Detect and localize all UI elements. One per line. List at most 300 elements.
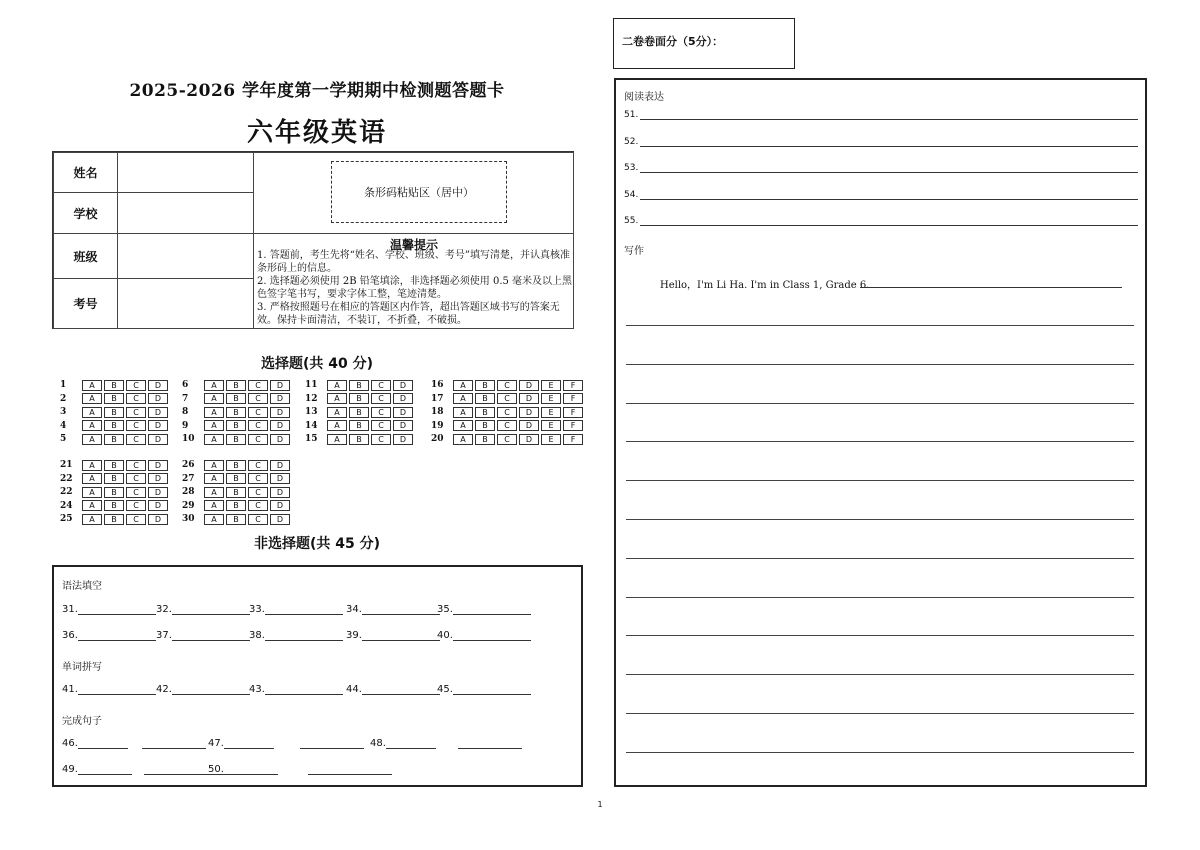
mcq-question-row	[305, 393, 415, 405]
option-bubble[interactable]: A	[453, 407, 473, 418]
blank-number: 37.	[156, 630, 172, 641]
mcq-question-row	[60, 393, 170, 405]
mcq-question-row	[60, 486, 170, 498]
blank-underline	[224, 739, 274, 749]
option-bubble[interactable]: D	[148, 487, 168, 498]
writing-line[interactable]	[626, 635, 1134, 636]
mcq-question-row	[182, 379, 292, 391]
option-bubble[interactable]: D	[393, 393, 413, 404]
name-field[interactable]	[117, 152, 254, 193]
answer-blank[interactable]	[62, 631, 156, 641]
option-bubble[interactable]: D	[148, 473, 168, 484]
tips-body	[257, 249, 573, 327]
option-bubble[interactable]: C	[126, 487, 146, 498]
answer-blank[interactable]	[346, 685, 440, 695]
blank-underline	[265, 631, 343, 641]
option-bubble[interactable]: D	[519, 420, 539, 431]
option-bubble[interactable]: D	[270, 460, 290, 471]
answer-blank[interactable]	[437, 631, 531, 641]
option-bubble[interactable]: D	[519, 393, 539, 404]
option-bubble[interactable]: D	[519, 380, 539, 391]
blank-number: 45.	[437, 684, 453, 695]
option-bubble[interactable]: B	[349, 434, 369, 445]
option-bubble[interactable]: C	[248, 380, 268, 391]
option-bubble[interactable]: B	[349, 420, 369, 431]
option-bubble[interactable]: C	[126, 460, 146, 471]
mcq-heading: 选择题(共 40 分)	[260, 356, 374, 372]
option-bubble[interactable]: A	[82, 407, 102, 418]
blank-number: 31.	[62, 604, 78, 615]
mcq-question-row	[60, 513, 170, 525]
option-bubble[interactable]: A	[327, 420, 347, 431]
blank-number: 34.	[346, 604, 362, 615]
mcq-question-row	[305, 433, 415, 445]
answer-blank[interactable]	[156, 685, 250, 695]
option-bubble[interactable]: C	[371, 434, 391, 445]
reading-answer-line[interactable]	[624, 214, 1138, 226]
blank-number: 47.	[208, 738, 224, 749]
option-bubble[interactable]: D	[270, 407, 290, 418]
option-bubble[interactable]: D	[148, 434, 168, 445]
blank-number: 39.	[346, 630, 362, 641]
answer-blank[interactable]	[156, 631, 250, 641]
mcq-question-row	[182, 486, 292, 498]
blank-number: 50.	[208, 764, 224, 775]
question-number: 6	[182, 380, 189, 390]
answer-blank[interactable]	[249, 685, 343, 695]
blank-underline	[362, 605, 440, 615]
option-bubble[interactable]: A	[204, 434, 224, 445]
answer-blank[interactable]	[62, 765, 132, 775]
option-bubble[interactable]: E	[541, 434, 561, 445]
mcq-question-row	[182, 459, 292, 471]
class-field[interactable]	[117, 233, 254, 279]
option-bubble[interactable]: A	[82, 514, 102, 525]
question-number: 17	[431, 393, 444, 404]
question-number: 10	[182, 434, 195, 444]
page-number: 1	[597, 800, 603, 809]
question-number: 14	[305, 420, 318, 431]
option-bubble[interactable]: D	[270, 393, 290, 404]
reading-underline	[640, 164, 1138, 173]
option-bubble[interactable]: D	[393, 380, 413, 391]
option-bubble[interactable]: B	[349, 407, 369, 418]
extra-blank-underline[interactable]	[142, 748, 206, 749]
blank-number: 44.	[346, 684, 362, 695]
option-bubble[interactable]: B	[226, 393, 246, 404]
tips-title: 温馨提示	[389, 238, 438, 252]
option-bubble[interactable]: C	[497, 434, 517, 445]
blank-underline	[362, 631, 440, 641]
mcq-question-row	[60, 420, 170, 432]
option-bubble[interactable]: D	[148, 420, 168, 431]
writing-line[interactable]	[626, 597, 1134, 598]
reading-answer-line[interactable]	[624, 161, 1138, 173]
blank-underline	[78, 605, 156, 615]
option-bubble[interactable]: C	[371, 393, 391, 404]
option-bubble[interactable]: C	[126, 500, 146, 511]
extra-blank-underline[interactable]	[458, 748, 522, 749]
blank-number: 41.	[62, 684, 78, 695]
option-bubble[interactable]: D	[270, 514, 290, 525]
option-bubble[interactable]: B	[226, 434, 246, 445]
mcq-question-row	[182, 513, 292, 525]
question-number: 24	[60, 500, 73, 511]
option-bubble[interactable]: B	[475, 393, 495, 404]
tip-item: 1. 答题前，考生先将“姓名、学校、班级、考号”填写清楚，并认真核准条形码上的信息。	[257, 250, 570, 274]
mcq-question-row	[431, 433, 585, 445]
blank-underline	[172, 605, 250, 615]
mcq-question-row	[182, 406, 292, 418]
non-choice-box	[52, 565, 583, 787]
question-number: 9	[182, 420, 189, 431]
writing-intro: Hello，I'm Li Ha. I'm in Class 1, Grade 6.	[660, 280, 870, 291]
reading-underline	[640, 111, 1138, 120]
option-bubble[interactable]: B	[475, 407, 495, 418]
blank-underline	[265, 685, 343, 695]
option-bubble[interactable]: A	[327, 407, 347, 418]
option-bubble[interactable]: A	[453, 380, 473, 391]
option-bubble[interactable]: D	[270, 380, 290, 391]
option-bubble[interactable]: B	[475, 434, 495, 445]
blank-underline	[362, 685, 440, 695]
option-bubble[interactable]: B	[104, 407, 124, 418]
reading-number: 52.	[624, 136, 639, 147]
question-number: 27	[182, 473, 195, 484]
writing-line[interactable]	[626, 713, 1134, 714]
writing-line[interactable]	[626, 364, 1134, 365]
question-number: 12	[305, 393, 318, 404]
question-number: 26	[182, 460, 195, 470]
option-bubble[interactable]: F	[563, 434, 583, 445]
option-bubble[interactable]: B	[104, 473, 124, 484]
question-number: 21	[60, 460, 73, 470]
option-bubble[interactable]: F	[563, 407, 583, 418]
option-bubble[interactable]: D	[148, 393, 168, 404]
option-bubble[interactable]: A	[82, 420, 102, 431]
option-bubble[interactable]: A	[82, 487, 102, 498]
option-bubble[interactable]: C	[248, 393, 268, 404]
question-number: 22	[60, 473, 73, 484]
option-bubble[interactable]: A	[82, 434, 102, 445]
option-bubble[interactable]: D	[519, 434, 539, 445]
extra-blank-underline[interactable]	[300, 748, 364, 749]
option-bubble[interactable]: A	[82, 500, 102, 511]
name-label: 姓名	[53, 152, 118, 193]
reading-number: 51.	[624, 110, 639, 120]
option-bubble[interactable]: C	[248, 500, 268, 511]
blank-number: 36.	[62, 630, 78, 641]
option-bubble[interactable]: B	[226, 460, 246, 471]
option-bubble[interactable]: B	[226, 473, 246, 484]
mcq-question-row	[182, 433, 292, 445]
option-bubble[interactable]: A	[453, 393, 473, 404]
extra-blank-underline[interactable]	[308, 774, 392, 775]
option-bubble[interactable]: C	[248, 514, 268, 525]
option-bubble[interactable]: C	[497, 407, 517, 418]
option-bubble[interactable]: B	[226, 500, 246, 511]
option-bubble[interactable]: B	[475, 380, 495, 391]
option-bubble[interactable]: B	[104, 434, 124, 445]
writing-line[interactable]	[626, 674, 1134, 675]
option-bubble[interactable]: C	[371, 380, 391, 391]
reading-number: 55.	[624, 216, 639, 226]
option-bubble[interactable]: A	[204, 514, 224, 525]
writing-line[interactable]	[626, 441, 1134, 442]
reading-number: 54.	[624, 189, 639, 200]
mcq-question-row	[60, 406, 170, 418]
writing-line[interactable]	[626, 325, 1134, 326]
option-bubble[interactable]: D	[519, 407, 539, 418]
option-bubble[interactable]: C	[371, 420, 391, 431]
writing-line[interactable]	[626, 519, 1134, 520]
mcq-question-row	[305, 379, 415, 391]
grammar-label: 语法填空	[62, 581, 102, 592]
option-bubble[interactable]: D	[148, 500, 168, 511]
option-bubble[interactable]: B	[226, 487, 246, 498]
question-number: 28	[182, 487, 195, 497]
option-bubble[interactable]: A	[453, 420, 473, 431]
question-number: 16	[431, 380, 444, 390]
option-bubble[interactable]: A	[204, 460, 224, 471]
option-bubble[interactable]: C	[248, 487, 268, 498]
blank-underline	[172, 631, 250, 641]
answer-box-right	[614, 78, 1147, 787]
option-bubble[interactable]: C	[126, 380, 146, 391]
question-number: 4	[60, 420, 67, 431]
option-bubble[interactable]: A	[82, 380, 102, 391]
option-bubble[interactable]: A	[204, 473, 224, 484]
spelling-label: 单词拼写	[62, 662, 102, 673]
option-bubble[interactable]: D	[148, 460, 168, 471]
blank-underline	[453, 685, 531, 695]
option-bubble[interactable]: C	[248, 473, 268, 484]
school-field[interactable]	[117, 192, 254, 234]
option-bubble[interactable]: B	[104, 393, 124, 404]
option-bubble[interactable]: D	[148, 407, 168, 418]
mcq-question-row	[431, 379, 585, 391]
answer-blank[interactable]	[62, 685, 156, 695]
option-bubble[interactable]: E	[541, 420, 561, 431]
answer-blank[interactable]	[346, 631, 440, 641]
option-bubble[interactable]: C	[371, 407, 391, 418]
option-bubble[interactable]: D	[270, 473, 290, 484]
reading-underline	[640, 217, 1138, 226]
writing-line[interactable]	[626, 752, 1134, 753]
answer-blank[interactable]	[370, 739, 436, 749]
option-bubble[interactable]: A	[82, 473, 102, 484]
option-bubble[interactable]: C	[126, 434, 146, 445]
option-bubble[interactable]: A	[204, 500, 224, 511]
question-number: 30	[182, 514, 195, 524]
option-bubble[interactable]: A	[327, 434, 347, 445]
question-number: 2	[60, 393, 67, 404]
blank-number: 43.	[249, 684, 265, 695]
option-bubble[interactable]: D	[393, 434, 413, 445]
option-bubble[interactable]: B	[104, 380, 124, 391]
mcq-question-row	[431, 393, 585, 405]
option-bubble[interactable]: C	[497, 393, 517, 404]
option-bubble[interactable]: A	[204, 407, 224, 418]
blank-underline	[78, 685, 156, 695]
school-label: 学校	[53, 192, 118, 234]
option-bubble[interactable]: C	[248, 420, 268, 431]
option-bubble[interactable]: B	[349, 393, 369, 404]
blank-number: 32.	[156, 604, 172, 615]
answer-blank[interactable]	[62, 605, 156, 615]
mcq-question-row	[60, 433, 170, 445]
answer-blank[interactable]	[249, 605, 343, 615]
extra-blank-underline[interactable]	[144, 774, 228, 775]
option-bubble[interactable]: A	[327, 393, 347, 404]
answer-blank[interactable]	[437, 685, 531, 695]
option-bubble[interactable]: A	[204, 380, 224, 391]
exam-title: 2025-2026 学年度第一学期期中检测题答题卡	[129, 81, 505, 101]
question-number: 18	[431, 407, 444, 417]
question-number: 20	[431, 434, 444, 444]
option-bubble[interactable]: B	[104, 420, 124, 431]
blank-number: 38.	[249, 630, 265, 641]
writing-line[interactable]	[626, 480, 1134, 481]
blank-underline	[453, 631, 531, 641]
answer-blank[interactable]	[346, 605, 440, 615]
class-label: 班级	[53, 233, 118, 279]
option-bubble[interactable]: C	[248, 460, 268, 471]
answer-blank[interactable]	[437, 605, 531, 615]
blank-underline	[224, 765, 278, 775]
option-bubble[interactable]: A	[453, 434, 473, 445]
question-number: 15	[305, 434, 318, 444]
option-bubble[interactable]: A	[204, 393, 224, 404]
option-bubble[interactable]: B	[226, 407, 246, 418]
mcq-question-row	[60, 473, 170, 485]
answer-blank[interactable]	[62, 739, 128, 749]
option-bubble[interactable]: C	[497, 380, 517, 391]
option-bubble[interactable]: A	[327, 380, 347, 391]
question-number: 8	[182, 407, 189, 417]
answer-blank[interactable]	[208, 739, 274, 749]
barcode-area: 条形码粘贴区（居中）	[331, 161, 507, 223]
option-bubble[interactable]: C	[126, 407, 146, 418]
answer-blank[interactable]	[156, 605, 250, 615]
option-bubble[interactable]: D	[270, 420, 290, 431]
mcq-question-row	[60, 379, 170, 391]
option-bubble[interactable]: D	[148, 514, 168, 525]
score-box	[613, 18, 795, 69]
number-field[interactable]	[117, 278, 254, 329]
blank-number: 35.	[437, 604, 453, 615]
option-bubble[interactable]: A	[204, 487, 224, 498]
blank-underline	[78, 631, 156, 641]
option-bubble[interactable]: E	[541, 380, 561, 391]
option-bubble[interactable]: B	[226, 420, 246, 431]
tip-item: 3. 严格按照题号在相应的答题区内作答，超出答题区域书写的答案无效。保持卡面清洁，不装订，不折叠，不破损。	[257, 302, 560, 326]
reading-underline	[640, 191, 1138, 200]
option-bubble[interactable]: C	[248, 407, 268, 418]
reading-answer-line[interactable]	[624, 188, 1138, 200]
option-bubble[interactable]: A	[82, 393, 102, 404]
option-bubble[interactable]: B	[104, 514, 124, 525]
mcq-question-row	[305, 420, 415, 432]
reading-number: 53.	[624, 163, 639, 173]
mcq-question-row	[60, 459, 170, 471]
question-number: 13	[305, 407, 318, 417]
option-bubble[interactable]: B	[475, 420, 495, 431]
question-number: 5	[60, 434, 67, 444]
option-bubble[interactable]: F	[563, 420, 583, 431]
option-bubble[interactable]: B	[104, 460, 124, 471]
blank-number: 40.	[437, 630, 453, 641]
answer-blank[interactable]	[249, 631, 343, 641]
option-bubble[interactable]: D	[270, 434, 290, 445]
blank-underline	[265, 605, 343, 615]
blank-number: 48.	[370, 738, 386, 749]
blank-underline	[172, 685, 250, 695]
option-bubble[interactable]: B	[104, 487, 124, 498]
tip-item: 2. 选择题必须使用 2B 铅笔填涂，非选择题必须使用 0.5 毫米及以上黑色签字笔书写，要求字体工整，笔迹清楚。	[257, 276, 573, 300]
option-bubble[interactable]: C	[248, 434, 268, 445]
option-bubble[interactable]: D	[270, 500, 290, 511]
writing-line[interactable]	[626, 403, 1134, 404]
option-bubble[interactable]: B	[349, 380, 369, 391]
option-bubble[interactable]: B	[104, 500, 124, 511]
question-number: 7	[182, 393, 189, 404]
option-bubble[interactable]: F	[563, 380, 583, 391]
option-bubble[interactable]: B	[226, 514, 246, 525]
blank-number: 49.	[62, 764, 78, 775]
blank-underline	[78, 739, 128, 749]
question-number: 29	[182, 500, 195, 511]
student-info-table	[52, 151, 574, 329]
question-number: 22	[60, 487, 73, 497]
subject-title: 六年级英语	[246, 118, 387, 148]
option-bubble[interactable]: D	[393, 420, 413, 431]
question-number: 1	[60, 380, 67, 390]
mcq-question-row	[182, 473, 292, 485]
option-bubble[interactable]: F	[563, 393, 583, 404]
non-choice-heading: 非选择题(共 45 分)	[253, 536, 381, 552]
question-number: 19	[431, 420, 444, 431]
mcq-question-row	[60, 500, 170, 512]
option-bubble[interactable]: D	[148, 380, 168, 391]
reading-label: 阅读表达	[624, 92, 664, 103]
mcq-question-row	[431, 406, 585, 418]
option-bubble[interactable]: C	[126, 473, 146, 484]
reading-underline	[640, 138, 1138, 147]
question-number: 3	[60, 407, 67, 417]
option-bubble[interactable]: C	[126, 393, 146, 404]
reading-answer-line[interactable]	[624, 108, 1138, 120]
option-bubble[interactable]: A	[204, 420, 224, 431]
option-bubble[interactable]: C	[497, 420, 517, 431]
option-bubble[interactable]: C	[126, 420, 146, 431]
option-bubble[interactable]: C	[126, 514, 146, 525]
option-bubble[interactable]: A	[82, 460, 102, 471]
reading-answer-line[interactable]	[624, 135, 1138, 147]
sentence-label: 完成句子	[62, 716, 102, 727]
writing-label: 写作	[624, 246, 644, 257]
mcq-question-row	[305, 406, 415, 418]
option-bubble[interactable]: E	[541, 393, 561, 404]
blank-underline	[78, 765, 132, 775]
writing-intro-line[interactable]	[860, 287, 1122, 288]
option-bubble[interactable]: D	[270, 487, 290, 498]
question-number: 11	[305, 380, 318, 390]
option-bubble[interactable]: E	[541, 407, 561, 418]
option-bubble[interactable]: D	[393, 407, 413, 418]
option-bubble[interactable]: B	[226, 380, 246, 391]
writing-line[interactable]	[626, 558, 1134, 559]
